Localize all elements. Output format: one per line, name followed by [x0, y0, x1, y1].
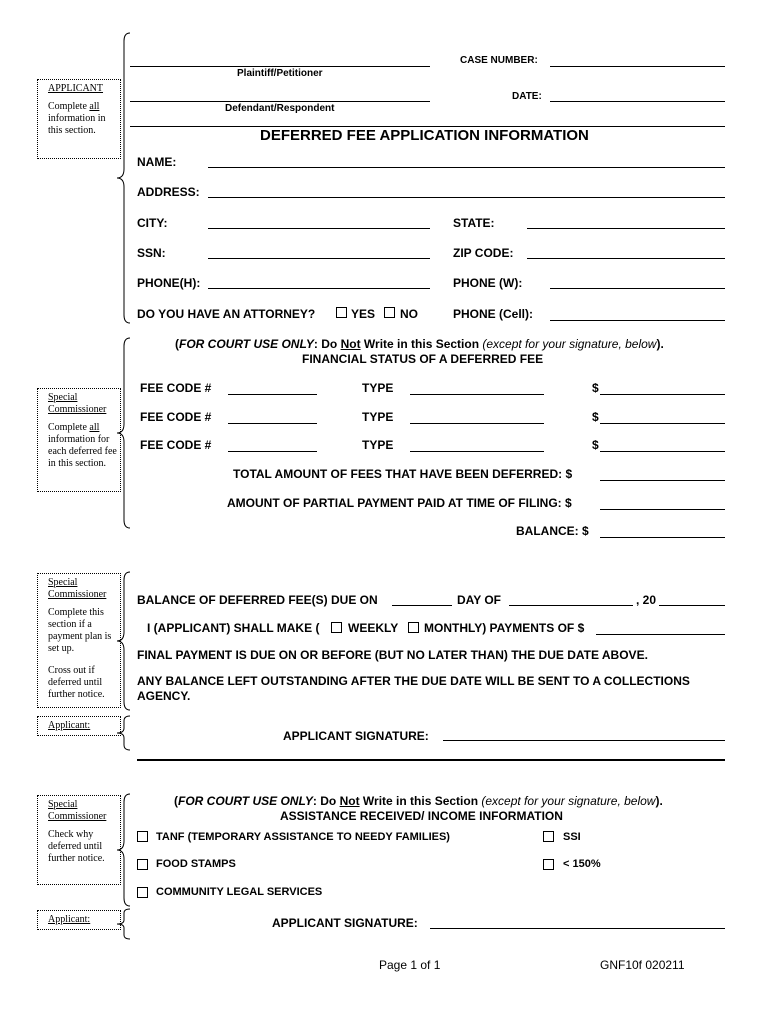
sc3-title: Special Commissioner — [48, 799, 107, 822]
plaintiff-line[interactable] — [130, 66, 430, 67]
court-use-notice-2: (FOR COURT USE ONLY: Do Not Write in this Section (except for your signature, below). — [174, 794, 663, 808]
page-number: Page 1 of 1 — [379, 958, 441, 972]
city-field[interactable] — [208, 228, 430, 229]
phone-work-label: PHONE (W): — [453, 276, 523, 290]
total-deferred-field[interactable] — [600, 480, 725, 481]
partial-payment-field[interactable] — [600, 509, 725, 510]
balance-due-year-field[interactable] — [659, 605, 725, 606]
monthly-checkbox[interactable] — [408, 622, 419, 633]
applicant-sidebar-text: Complete all information in this section. — [48, 101, 106, 136]
attorney-yes-checkbox[interactable] — [336, 307, 347, 318]
name-field[interactable] — [208, 167, 725, 168]
partial-payment-label: AMOUNT OF PARTIAL PAYMENT PAID AT TIME OF FILING: $ — [227, 496, 572, 510]
phone-cell-label: PHONE (Cell): — [453, 307, 534, 321]
special-commissioner-sidebar-1 — [37, 388, 121, 492]
zip-label: ZIP CODE: — [453, 246, 514, 260]
zip-field[interactable] — [527, 258, 725, 259]
applicant-sidebar-title: APPLICANT — [48, 83, 104, 94]
food-stamps-label: FOOD STAMPS — [156, 858, 236, 870]
case-number-line[interactable] — [550, 66, 725, 67]
address-label: ADDRESS: — [137, 185, 200, 199]
applicant-signature-field-2[interactable] — [430, 928, 725, 929]
fee-amount-field-3[interactable] — [600, 451, 725, 452]
signature-brace-2 — [117, 909, 131, 939]
community-legal-checkbox[interactable] — [137, 887, 148, 898]
tanf-checkbox[interactable] — [137, 831, 148, 842]
fee-type-label-1: TYPE — [362, 381, 394, 395]
assistance-heading: ASSISTANCE RECEIVED/ INCOME INFORMATION — [280, 809, 563, 823]
section-divider — [137, 759, 725, 761]
applicant-signature-label-1: APPLICANT SIGNATURE: — [283, 729, 429, 743]
phone-work-field[interactable] — [550, 288, 725, 289]
sc3-text: Check why deferred until further notice. — [48, 829, 105, 864]
sc1-text: Complete all information for each deferred fee in this section. — [48, 422, 117, 469]
fee-type-label-3: TYPE — [362, 438, 394, 452]
special-commissioner-sidebar-2 — [37, 573, 121, 708]
shall-make-label: I (APPLICANT) SHALL MAKE ( — [147, 621, 320, 635]
balance-due-month-field[interactable] — [509, 605, 633, 606]
ssn-label: SSN: — [137, 246, 166, 260]
date-line[interactable] — [550, 101, 725, 102]
fee-code-field-2[interactable] — [228, 423, 317, 424]
monthly-payments-label: MONTHLY) PAYMENTS OF $ — [424, 621, 585, 635]
payment-amount-field[interactable] — [596, 634, 725, 635]
defendant-line[interactable] — [130, 101, 430, 102]
fee-code-field-3[interactable] — [228, 451, 317, 452]
fee-dollar-label-3: $ — [592, 438, 599, 452]
fee-type-label-2: TYPE — [362, 410, 394, 424]
fee-code-label-3: FEE CODE # — [140, 438, 212, 452]
ssn-field[interactable] — [208, 258, 430, 259]
payment-plan-brace — [117, 572, 131, 710]
fee-code-label-2: FEE CODE # — [140, 410, 212, 424]
applicant-signature-label-2: APPLICANT SIGNATURE: — [272, 916, 418, 930]
phone-cell-field[interactable] — [550, 320, 725, 321]
balance-due-day-field[interactable] — [392, 605, 452, 606]
financial-brace — [117, 338, 131, 528]
case-number-label: CASE NUMBER: — [460, 55, 538, 66]
day-of-label: DAY OF — [457, 593, 502, 607]
fee-code-label-1: FEE CODE # — [140, 381, 212, 395]
fee-code-field-1[interactable] — [228, 394, 317, 395]
sc1-title: Special Commissioner — [48, 392, 107, 415]
sc2-title: Special Commissioner — [48, 577, 107, 600]
applicant-sidebar-2 — [37, 716, 121, 736]
applicant2-title: Applicant: — [48, 720, 91, 731]
attorney-yes-label: YES — [351, 307, 376, 321]
phone-home-label: PHONE(H): — [137, 276, 201, 290]
date-label: DATE: — [512, 91, 542, 102]
financial-status-heading: FINANCIAL STATUS OF A DEFERRED FEE — [302, 352, 544, 366]
food-stamps-checkbox[interactable] — [137, 859, 148, 870]
state-field[interactable] — [527, 228, 725, 229]
balance-field[interactable] — [600, 537, 725, 538]
below-150-checkbox[interactable] — [543, 859, 554, 870]
fee-dollar-label-1: $ — [592, 381, 599, 395]
fee-dollar-label-2: $ — [592, 410, 599, 424]
weekly-checkbox[interactable] — [331, 622, 342, 633]
sc2-text-1: Complete this section if a payment plan is set up. — [48, 607, 112, 654]
final-payment-text: FINAL PAYMENT IS DUE ON OR BEFORE (BUT NO LATER THAN) THE DUE DATE ABOVE. — [137, 648, 648, 662]
ssi-checkbox[interactable] — [543, 831, 554, 842]
attorney-no-checkbox[interactable] — [384, 307, 395, 318]
assistance-brace — [117, 794, 131, 906]
applicant3-title: Applicant: — [48, 914, 91, 925]
fee-type-field-3[interactable] — [410, 451, 544, 452]
attorney-no-label: NO — [400, 307, 418, 321]
plaintiff-label: Plaintiff/Petitioner — [237, 68, 323, 79]
address-field[interactable] — [208, 197, 725, 198]
special-commissioner-sidebar-3 — [37, 795, 121, 885]
fee-type-field-1[interactable] — [410, 394, 544, 395]
year-prefix-label: , 20 — [636, 593, 657, 607]
state-label: STATE: — [453, 216, 495, 230]
court-use-notice: (FOR COURT USE ONLY: Do Not Write in this Section (except for your signature, below). — [175, 337, 664, 351]
attorney-label: DO YOU HAVE AN ATTORNEY? — [137, 307, 316, 321]
sc2-text-2: Cross out if deferred until further notice. — [48, 665, 105, 700]
applicant-brace — [117, 33, 131, 323]
fee-type-field-2[interactable] — [410, 423, 544, 424]
applicant-sidebar — [37, 79, 121, 159]
any-balance-text: ANY BALANCE LEFT OUTSTANDING AFTER THE DUE DATE WILL BE SENT TO A COLLECTIONS AGENCY. — [137, 674, 690, 703]
defendant-label: Defendant/Respondent — [225, 103, 335, 114]
fee-amount-field-1[interactable] — [600, 394, 725, 395]
phone-home-field[interactable] — [208, 288, 430, 289]
page-title: DEFERRED FEE APPLICATION INFORMATION — [260, 127, 589, 144]
tanf-label: TANF (TEMPORARY ASSISTANCE TO NEEDY FAMILIES) — [156, 831, 450, 843]
total-deferred-label: TOTAL AMOUNT OF FEES THAT HAVE BEEN DEFERRED: $ — [233, 467, 573, 481]
below-150-label: < 150% — [563, 858, 601, 870]
name-label: NAME: — [137, 155, 177, 169]
form-id: GNF10f 020211 — [600, 958, 685, 972]
city-label: CITY: — [137, 216, 168, 230]
balance-due-on-label: BALANCE OF DEFERRED FEE(S) DUE ON — [137, 593, 378, 607]
weekly-label: WEEKLY — [348, 621, 399, 635]
balance-label: BALANCE: $ — [516, 524, 589, 538]
fee-amount-field-2[interactable] — [600, 423, 725, 424]
applicant-signature-field-1[interactable] — [443, 740, 725, 741]
signature-brace-1 — [117, 716, 131, 750]
ssi-label: SSI — [563, 831, 581, 843]
applicant-sidebar-3 — [37, 910, 121, 930]
community-legal-label: COMMUNITY LEGAL SERVICES — [156, 886, 323, 898]
